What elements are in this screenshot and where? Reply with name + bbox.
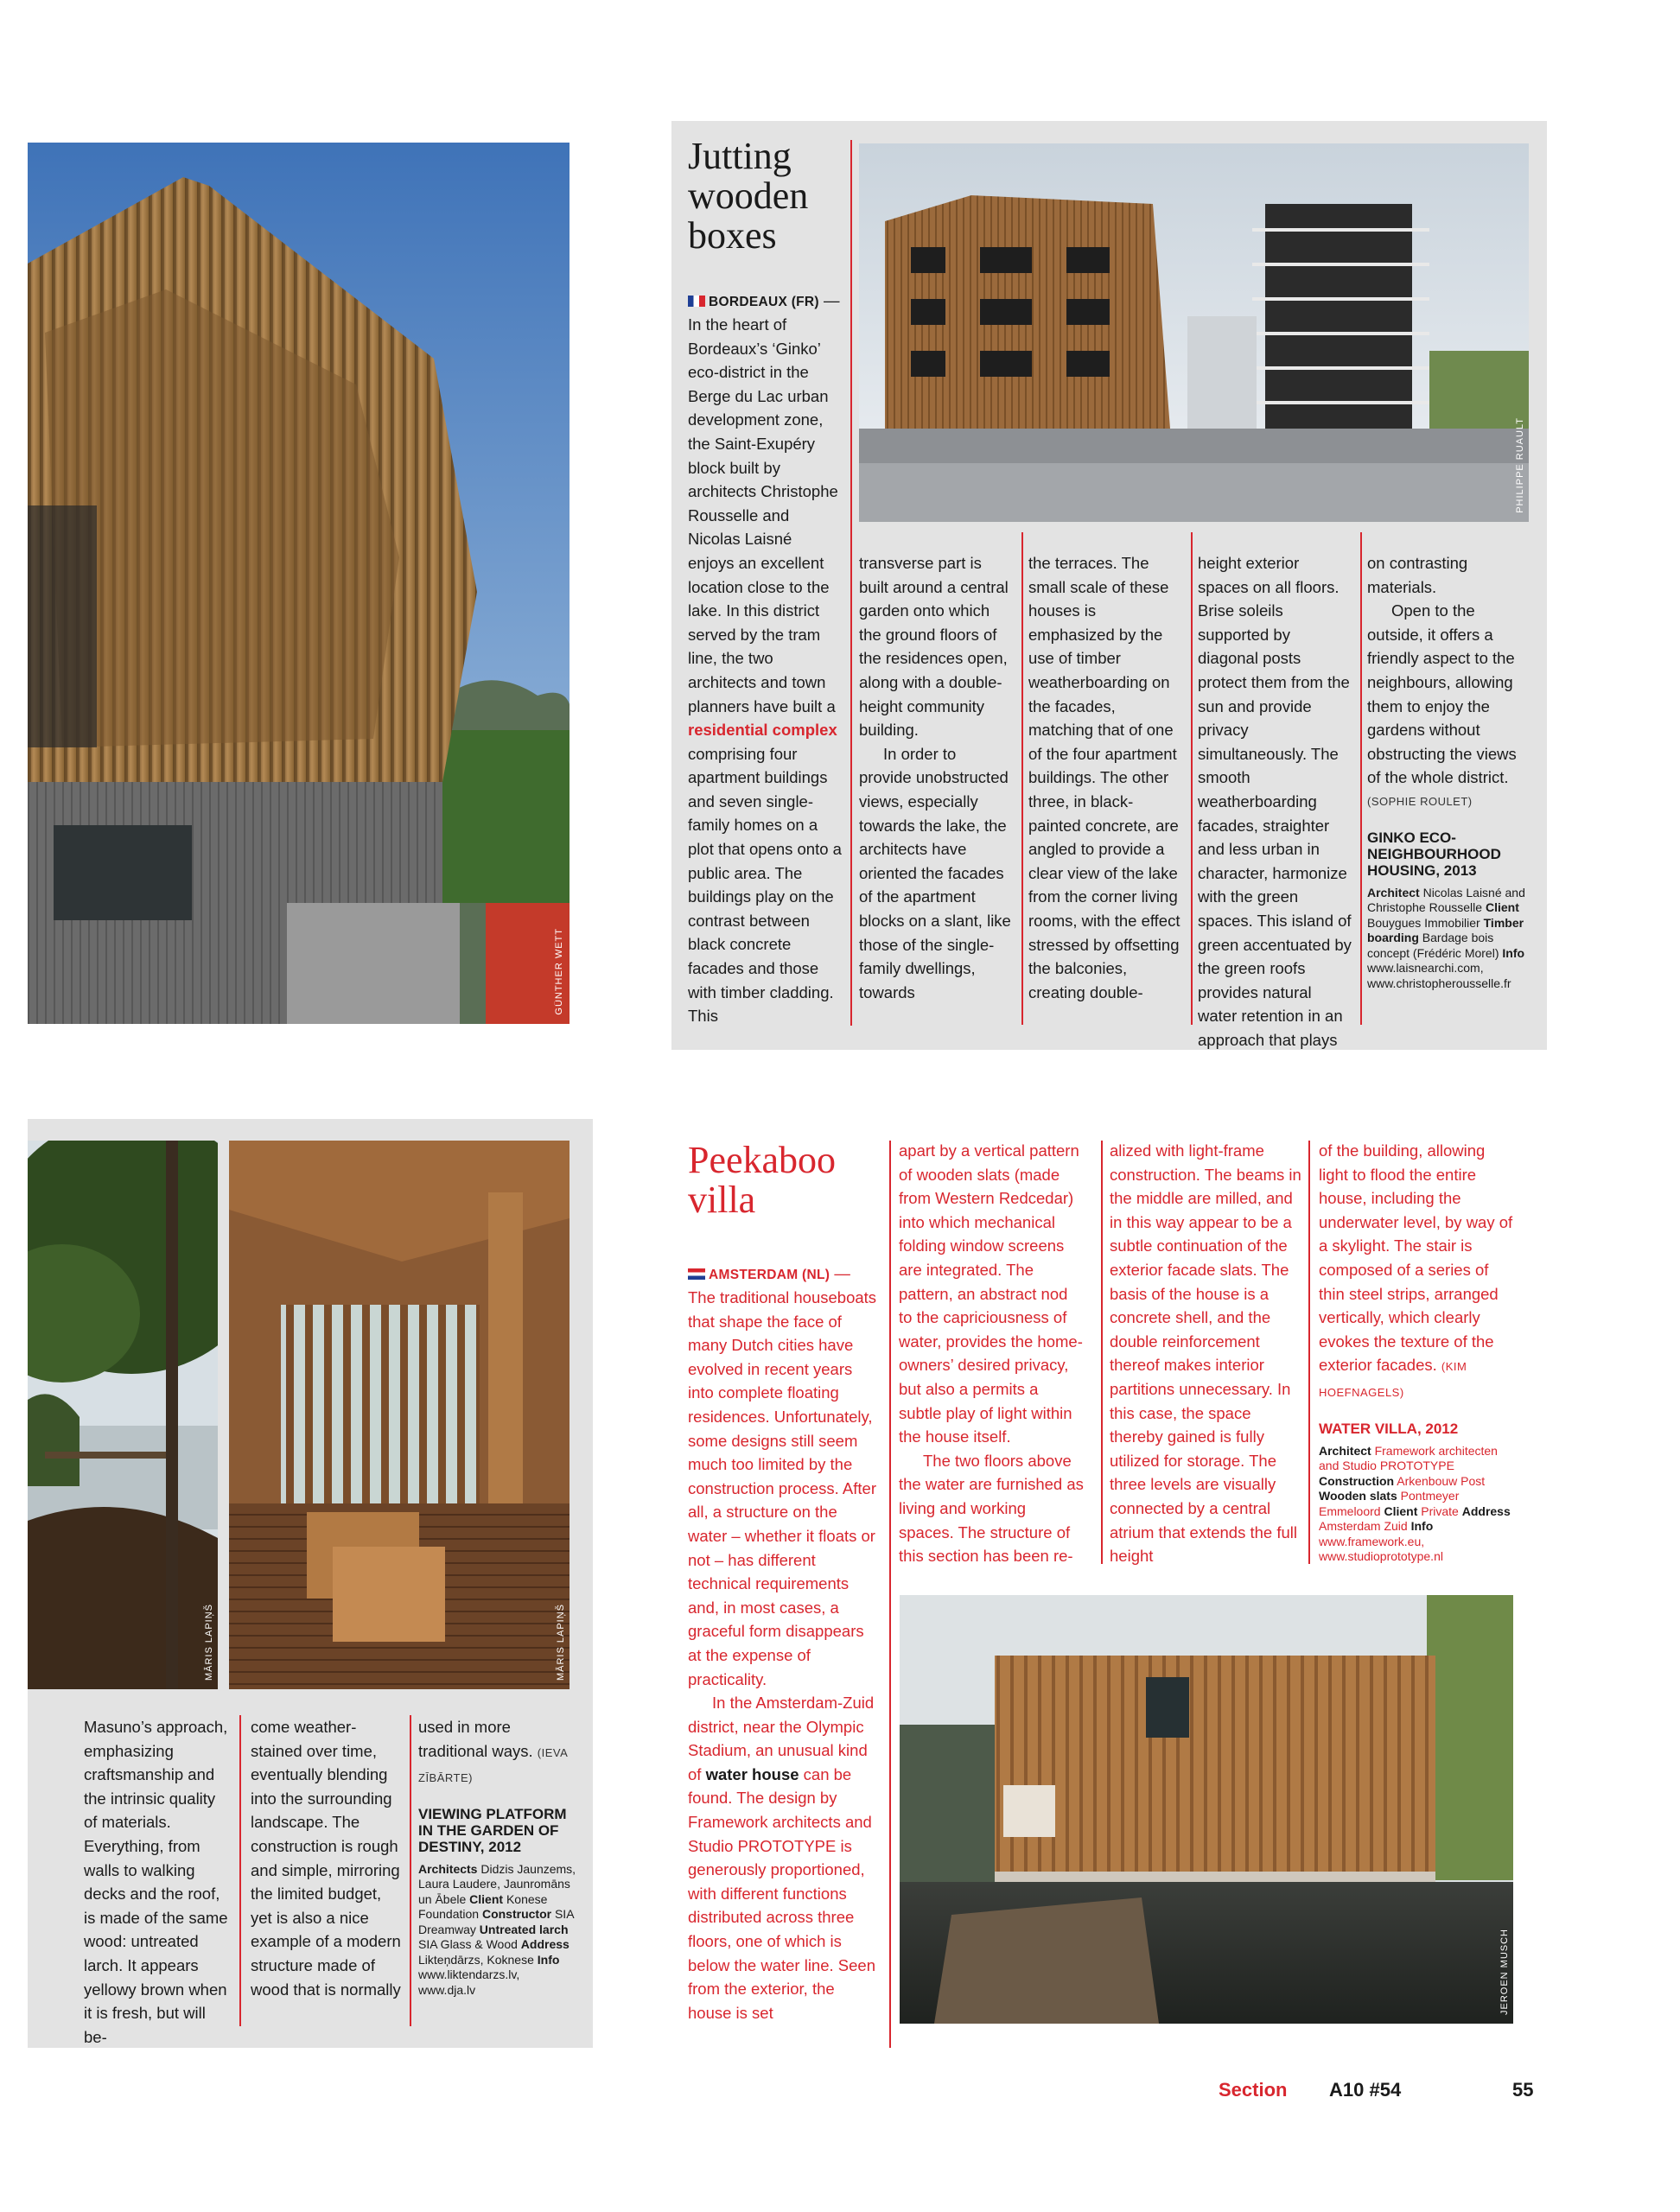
highlight-bold: water house [705, 1764, 799, 1783]
project-title: VIEWING PLATFORM IN THE GARDEN OF DESTINY, 2012 [418, 1805, 567, 1855]
body-text: In the heart of Bordeaux’s ‘Ginko’ eco-district in the Berge du Lac urban development zone, the Saint-Exupéry block built by architects Christophe Rousselle and Nicolas Laisné enjoys an excellent location close to the lake. In this district served by the tram line, the two architects and town planners have built a residential complex comprising four apartment buildings and seven single-family homes on a plot that opens onto a public area. The buildings play on the contrast between black concrete facades and those with timber cladding. This [688, 315, 842, 1026]
netherlands-flag-icon [688, 1268, 705, 1280]
project-facts: Architect Nicolas Laisné and Christophe Rousselle Client Bouygues Immobilier Timber boarding Bardage bois concept (Frédéric Morel) Info www.laisnearchi.com, www.christopherousselle.fr [1367, 885, 1525, 990]
dateline [688, 1263, 880, 1286]
photo-credit: PHILIPPE RUAULT [1515, 417, 1525, 513]
headline-line: villa [688, 1179, 756, 1221]
footer-section-label: Section [1219, 2079, 1288, 2101]
red-column-rule [1101, 1141, 1103, 1564]
article1-column-5: on contrasting materials. Open to the outside, it offers a friendly aspect to the neighbours, allowing them to enjoy the gardens without obstructing the views of the whole district. (SOPHIE ROULET) GINKO ECO-NEIGHBOURHOOD HOUSING, 2013 Architect Nicolas Laisné and Christophe Rousselle Client Bouygues Immobilier Timber boarding Bardage bois concept (Frédéric Morel) Info www.laisnearchi.com, www.christopherousselle.fr [1367, 551, 1531, 991]
article3-column-1: AMSTERDAM (NL) — The traditional houseboats that shape the face of many Dutch cities have evolved in recent years into complete floating residences. Unfortunately, some designs still seem much too limited by the construction process. After all, a structure on the water – whether it floats or not – has different technical requirements and, in most cases, a graceful form disappears at the expense of practicality. In the Amsterdam-Zuid district, near the Olympic Stadium, an unusual kind of water house can be found. The design by Framework architects and Studio PROTOTYPE is generously proportioned, with different functions distributed across three floors, one of which is below the water line. Seen from the exterior, the house is set [688, 1263, 880, 2024]
apartment-buildings-illustration [859, 143, 1529, 522]
headline-line: Peekaboo [688, 1139, 837, 1181]
lakeside-tree-illustration [28, 1141, 218, 1689]
water-villa-illustration [900, 1595, 1513, 2024]
headline-line: wooden [688, 175, 809, 217]
france-flag-icon [688, 296, 705, 307]
author-signature: (SOPHIE ROULET) [1367, 794, 1473, 808]
photo-saint-exupery-block [859, 143, 1529, 522]
photo-lakeside-tree [28, 1141, 218, 1689]
red-column-rule [1021, 532, 1023, 1025]
author-signature: (IEVA ZĪBĀRTE) [418, 1745, 568, 1785]
headline-line: boxes [688, 214, 777, 257]
article3-column-3: alized with light-frame construction. The beams in the middle are milled, and in this way appear to be a subtle continuation of the exterior facade slats. The basis of the house is a concrete shell, and the double reinforcement thereof makes interior partitions unnecessary. In this case, the space thereby gained is fully utilized for storage. The three levels are visually connected by a central atrium that extends the full height [1110, 1141, 1301, 1566]
location-label: AMSTERDAM (NL) [709, 1268, 830, 1282]
project-title: GINKO ECO-NEIGHBOURHOOD HOUSING, 2013 [1367, 829, 1501, 879]
highlight-link: residential complex [688, 721, 837, 740]
location-label: BORDEAUX (FR) [709, 295, 819, 309]
article1-column-1 [688, 290, 842, 1028]
viewing-platform-illustration [229, 1141, 570, 1689]
red-column-rule [889, 1141, 891, 2048]
red-column-rule [1360, 532, 1362, 1025]
red-column-rule [239, 1715, 241, 2026]
article2-column-2: come weather-stained over time, eventually blending into the surrounding landscape. The construction is rough and simple, mirroring the limited budget, yet is also a nice example of a modern structure made of wood that is normally [251, 1718, 401, 1999]
article1-column-4: height exterior spaces on all floors. Brise soleils supported by diagonal posts protect them from the sun and provide privacy simultaneously. The smooth weatherboarding facades, straighter and less urban in character, harmonize with the green spaces. This island of green accentuated by the green roofs provides natural water retention in an approach that plays [1198, 554, 1352, 1049]
photo-credit: GÜNTHER WETT [554, 928, 564, 1015]
dateline [688, 290, 842, 313]
red-column-rule [1308, 1141, 1310, 1564]
wooden-facade-illustration [28, 143, 570, 1024]
photo-water-villa [900, 1595, 1513, 2024]
article2-column-1: Masuno’s approach, emphasizing craftsmanship and the intrinsic quality of materials. Everything, from walls to walking decks and the roof, is made of the same wood: untreated larch. It appears yellowy brown when it is fresh, but will be- [84, 1718, 228, 2046]
dateline-dash: — [830, 1264, 850, 1282]
footer-magazine-issue: A10 #54 [1329, 2079, 1402, 2101]
red-column-rule [1191, 532, 1193, 1025]
photo-credit: MĀRIS LAPIŅŠ [204, 1603, 214, 1681]
project-title: WATER VILLA, 2012 [1319, 1420, 1459, 1437]
project-facts: Architect Framework architecten and Studio PROTOTYPE Construction Arkenbouw Post Wooden slats Pontmeyer Emmeloord Client Private Address Amsterdam Zuid Info www.framework.eu, www.studioprototype.nl [1319, 1443, 1511, 1564]
headline-jutting-wooden-boxes [688, 137, 843, 256]
article2-column-3: used in more traditional ways. (IEVA ZĪBĀRTE) VIEWING PLATFORM IN THE GARDEN OF DESTINY, 2012 Architects Didzis Jaunzems, Laura Laudere, Jaunromāns un Ābele Client Konese Foundation Constructor SIA Dreamway Untreated larch SIA Glass & Wood Address Likteņdārzs, Koknese Info www.liktendarzs.lv, www.dja.lv [418, 1715, 578, 1998]
photo-credit: MĀRIS LAPIŅŠ [556, 1603, 566, 1681]
red-column-rule [410, 1715, 411, 2026]
photo-wooden-viewing-platform [229, 1141, 570, 1689]
footer-page-number: 55 [1512, 2079, 1534, 2101]
project-facts: Architects Didzis Jaunzems, Laura Laudere, Jaunromāns un Ābele Client Konese Foundation Constructor SIA Dreamway Untreated larch SIA Glass & Wood Address Likteņdārzs, Koknese Info www.liktendarzs.lv, www.dja.lv [418, 1861, 576, 1997]
author-signature: (KIM HOEFNAGELS) [1319, 1360, 1467, 1399]
article3-column-2: apart by a vertical pattern of wooden slats (made from Western Redcedar) into which mechanical folding window screens are integrated. The pattern, an abstract nod to the capriciousness of water, provides the home-owners’ desired privacy, but also a permits a subtle play of light within the house itself. The two floors above the water are furnished as living and working spaces. The structure of this section has been re- [899, 1141, 1084, 1566]
article1-column-2: transverse part is built around a central garden onto which the ground floors of the residences open, along with a double-height community building. In order to provide unobstructed views, especially towards the lake, the architects have oriented the facades of the apartment blocks on a slant, like those of the single-family dwellings, towards [859, 554, 1011, 1001]
headline-line: Jutting [688, 135, 792, 177]
dateline-dash: — [818, 291, 840, 309]
red-column-rule [850, 140, 852, 1026]
article1-column-3: the terraces. The small scale of these houses is emphasized by the use of timber weatherboarding on the facades, matching that of one of the four apartment buildings. The other three, in black-painted concrete, are angled to provide a clear view of the lake from the corner living rooms, with the effect stressed by offsetting the balconies, creating double- [1028, 554, 1180, 1001]
photo-wooden-facade-building [28, 143, 570, 1024]
photo-credit: JEROEN MUSCH [1499, 1928, 1510, 2015]
article3-column-4: of the building, allowing light to flood the entire house, including the underwater level, by way of a skylight. The stair is composed of a series of thin steel strips, arranged vertically, which clearly evokes the texture of the exterior facades. (KIM HOEFNAGELS) WATER VILLA, 2012 Architect Framework architecten and Studio PROTOTYPE Construction Arkenbouw Post Wooden slats Pontmeyer Emmeloord Client Private Address Amsterdam Zuid Info www.framework.eu, www.studioprototype.nl [1319, 1141, 1513, 1564]
headline-peekaboo-villa [688, 1141, 861, 1220]
